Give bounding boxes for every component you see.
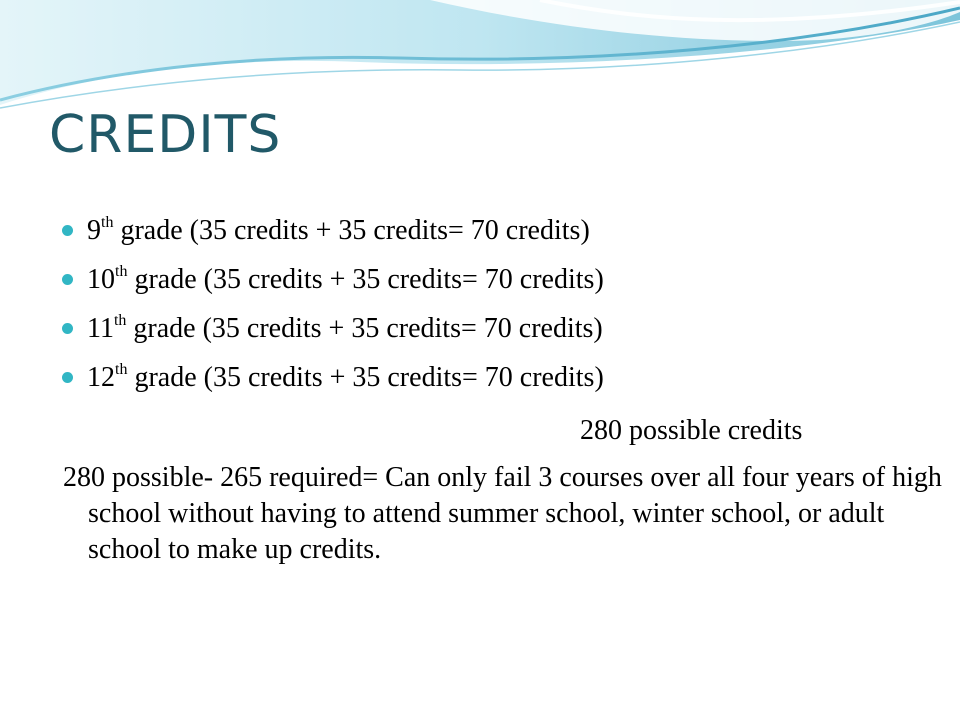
ordinal-suffix: th [101,214,114,231]
grade-credit-list [62,208,604,404]
grade-credit-text: grade (35 credits + 35 credits= 70 credits) [127,264,604,295]
bullet-dot-icon [62,372,73,383]
grade-number: 12 [87,362,115,393]
grade-credit-text: grade (35 credits + 35 credits= 70 credits) [127,362,604,393]
ordinal-suffix: th [115,361,128,378]
total-possible-credits: 280 possible credits [580,415,803,446]
ordinal-suffix: th [113,312,127,329]
grade-number: 9 [87,215,101,246]
bullet-dot-icon [62,225,73,236]
list-item [62,355,604,404]
list-item [62,257,604,306]
list-item [62,306,604,355]
bullet-dot-icon [62,323,73,334]
slide-title: CREDITS [49,105,282,165]
grade-number: 11 [87,313,114,344]
grade-credit-text: grade (35 credits + 35 credits= 70 credits) [126,313,603,344]
grade-credit-text: grade (35 credits + 35 credits= 70 credits) [113,215,590,246]
failure-allowance-note: 280 possible- 265 required= Can only fail 3 courses over all four years of high school without having to attend summer school, winter school, or adult school to make up credits. [63,462,942,565]
bullet-dot-icon [62,274,73,285]
grade-number: 10 [87,264,115,295]
list-item [62,208,604,257]
ordinal-suffix: th [115,263,128,280]
header-wave-decoration [0,0,960,120]
